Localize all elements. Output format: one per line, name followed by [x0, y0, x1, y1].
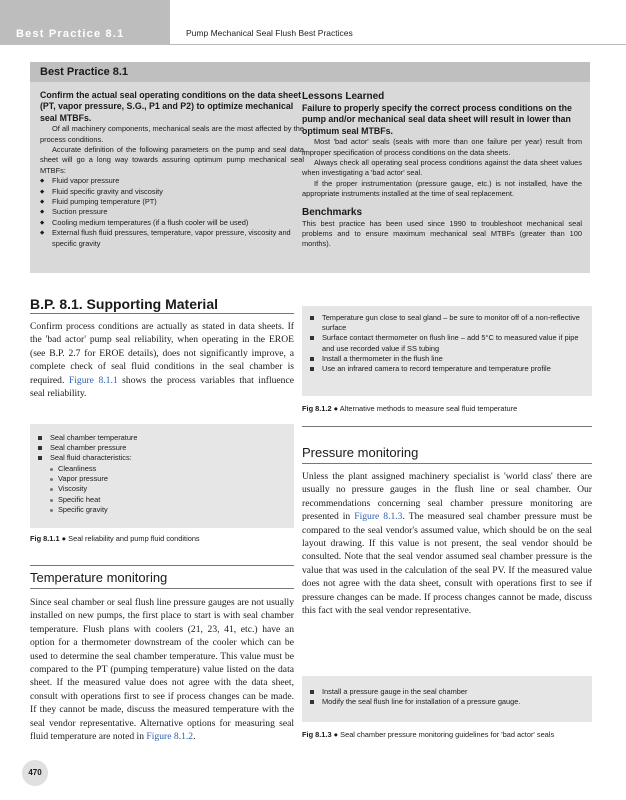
- section-intro: [30, 320, 294, 400]
- figure-8-1-3-caption: Fig 8.1.3 ● Seal chamber pressure monitoring guidelines for 'bad actor' seals: [302, 730, 555, 739]
- list-item: ◆ External flush fluid pressures, temperature, vapor pressure, viscosity and specific gravity: [40, 228, 304, 249]
- list-item: Temperature gun close to seal gland – be sure to monitor off of a non-reflective surface: [308, 313, 584, 333]
- temperature-text-a: Since seal chamber or seal flush line pressure gauges are not usually installed on new pumps, the first place to start is with seal chamber temperature. Flush plans with coolers (21, 23, 41, etc.) have an option for a thermometer downstream of the cooler which can be used to determine the seal chamber temperature. This value must be compared to the PT (pumping temperature) value listed on the data sheet. If the measured value does not agree with the data sheet, consult with operations first to see if process changes can be made. If they cannot be made, discuss the measured temperature with the seal vendor representative. Alternative options for measuring seal fluid temperature are noted in: [30, 597, 294, 743]
- temperature-monitoring-text: [30, 596, 294, 743]
- figure-8-1-1-caption: Fig 8.1.1 ● Seal reliability and pump fluid conditions: [30, 534, 200, 543]
- header-divider: [170, 44, 626, 45]
- header-title: Pump Mechanical Seal Flush Best Practices: [186, 28, 353, 38]
- bp-left-heading: Confirm the actual seal operating conditions on the data sheet (PT, vapor pressure, S.G., P1 and P2) to optimize mechanical seal MTBFs.: [40, 90, 302, 123]
- header-label-block: [0, 0, 170, 45]
- pressure-heading-rule: [302, 426, 592, 427]
- bp-left-paragraph-1: Of all machinery components, mechanical seals are the most affected by the process conditions.: [40, 124, 304, 144]
- caption-number: Fig 8.1.2: [302, 404, 332, 413]
- pressure-heading-rule-bottom: [302, 463, 592, 464]
- pressure-monitoring-text: [302, 470, 592, 617]
- list-item: Seal chamber temperature: [36, 433, 286, 443]
- list-item: Specific gravity: [36, 505, 286, 515]
- page-number-badge: [22, 760, 48, 786]
- caption-number: Fig 8.1.1: [30, 534, 60, 543]
- intro-text-b: shows the process variables that influence seal reliability.: [30, 374, 294, 400]
- list-item: Viscosity: [36, 484, 286, 494]
- list-item: Surface contact thermometer on flush line – add 5°C to measured value if pipe and use recorded value if SS tubing: [308, 333, 584, 353]
- temperature-heading-rule-bottom: [30, 588, 294, 589]
- seal-variables-list: [36, 433, 286, 464]
- pressure-text-a: Unless the plant assigned machinery specialist is 'world class' there are usually no pressure gauges in the flush line or seal chamber. Our recommendations concerning seal chamber pressure monitoring are presented in: [302, 471, 592, 523]
- pressure-text-b: . The measured seal chamber pressure must be compared to the seal vendor's assumed value, which should be on the seal layout drawing. If this value is not present, the seal vendor should be consulted. Note that the seal vendor assumed seal chamber pressure is the value that was used in the calculation of the seal PV. If the measured value does not agree with the data sheet, consult with operations first to see if pressure changes can be made. If process changes cannot be made, discuss this fact with the seal vendor representative.: [302, 511, 593, 617]
- best-practice-right-column: [302, 90, 582, 250]
- section-title-rule: [30, 313, 294, 314]
- best-practice-title: Best Practice 8.1: [40, 66, 129, 78]
- temperature-monitoring-heading: Temperature monitoring: [30, 570, 168, 585]
- list-item: ◆ Suction pressure: [40, 207, 304, 217]
- pressure-monitoring-heading: Pressure monitoring: [302, 445, 419, 460]
- list-item: Vapor pressure: [36, 474, 286, 484]
- figure-8-1-3-link[interactable]: Figure 8.1.3: [354, 511, 403, 523]
- temperature-methods-list: [308, 313, 584, 374]
- caption-text: Seal reliability and pump fluid conditions: [68, 534, 200, 543]
- header-label: Best Practice 8.1: [16, 28, 125, 40]
- benchmarks-title: Benchmarks: [302, 206, 363, 218]
- caption-text: Seal chamber pressure monitoring guidelines for 'bad actor' seals: [340, 730, 555, 739]
- list-item: ◆ Fluid pumping temperature (PT): [40, 197, 304, 207]
- seal-fluid-characteristics-list: [36, 464, 286, 515]
- page-number: 470: [28, 768, 42, 777]
- list-item: ◆ Fluid vapor pressure: [40, 176, 304, 186]
- caption-number: Fig 8.1.3: [302, 730, 332, 739]
- section-title: B.P. 8.1. Supporting Material: [30, 296, 219, 312]
- lessons-learned-heading: Failure to properly specify the correct process conditions on the pump and/or mechanical seal data sheet will result in lower than optimum seal MTBFs.: [302, 103, 572, 136]
- figure-8-1-2-link[interactable]: Figure 8.1.2: [146, 731, 194, 743]
- bp-parameter-list: [40, 176, 304, 249]
- list-item: ◆ Cooling medium temperatures (if a flush cooler will be used): [40, 218, 304, 228]
- figure-8-1-2-box: [302, 306, 592, 396]
- bp-left-paragraph-2: Accurate definition of the following parameters on the pump and seal data sheet will go a long way towards assuring optimum pump mechanical seal MTBFs:: [40, 145, 304, 175]
- lessons-paragraph-1: Most 'bad actor' seals (seals with more than one failure per year) result from improper specification of process conditions on the data sheets.: [302, 137, 582, 157]
- list-item: Seal fluid characteristics:: [36, 453, 286, 463]
- list-item: Modify the seal flush line for installation of a pressure gauge.: [308, 697, 584, 707]
- figure-8-1-3-box: [302, 676, 592, 722]
- figure-8-1-2-caption: Fig 8.1.2 ● Alternative methods to measure seal fluid temperature: [302, 404, 518, 413]
- lessons-learned-title: Lessons Learned: [302, 91, 385, 102]
- pressure-guidelines-list: [308, 687, 584, 707]
- list-item: ◆ Fluid specific gravity and viscosity: [40, 187, 304, 197]
- lessons-paragraph-2: Always check all operating seal process conditions against the data sheet values when investigating a 'bad actor' seal.: [302, 158, 582, 178]
- list-item: Install a pressure gauge in the seal chamber: [308, 687, 584, 697]
- figure-8-1-1-box: [30, 424, 294, 528]
- caption-text: Alternative methods to measure seal fluid temperature: [339, 404, 518, 413]
- best-practice-box: [30, 62, 590, 273]
- best-practice-title-bar: [30, 62, 590, 82]
- list-item: Install a thermometer in the flush line: [308, 354, 584, 364]
- list-item: Specific heat: [36, 495, 286, 505]
- list-item: Seal chamber pressure: [36, 443, 286, 453]
- figure-8-1-1-link[interactable]: Figure 8.1.1: [68, 374, 118, 386]
- lessons-paragraph-3: If the proper instrumentation (pressure gauge, etc.) is not installed, have the appropriate instruments installed at the time of seal replacement.: [302, 178, 582, 199]
- list-item: Use an infrared camera to record temperature and temperature profile: [308, 364, 584, 374]
- best-practice-left-column: [40, 90, 304, 249]
- temperature-text-b: .: [193, 731, 196, 743]
- benchmarks-text: This best practice has been used since 1990 to troubleshoot mechanical seal problems and to ensure maximum mechanical seal MTBFs (greater than 100 months).: [302, 218, 582, 249]
- temperature-heading-rule: [30, 565, 294, 566]
- list-item: Cleanliness: [36, 464, 286, 474]
- intro-text-a: Confirm process conditions are actually as stated in data sheets. If the 'bad actor' pump seal reliability, when operating in the EROE (see B.P. 2.7 for EROE details), does not significantly improve, a complete check of seal fluid conditions in the seal chamber is required.: [30, 321, 294, 386]
